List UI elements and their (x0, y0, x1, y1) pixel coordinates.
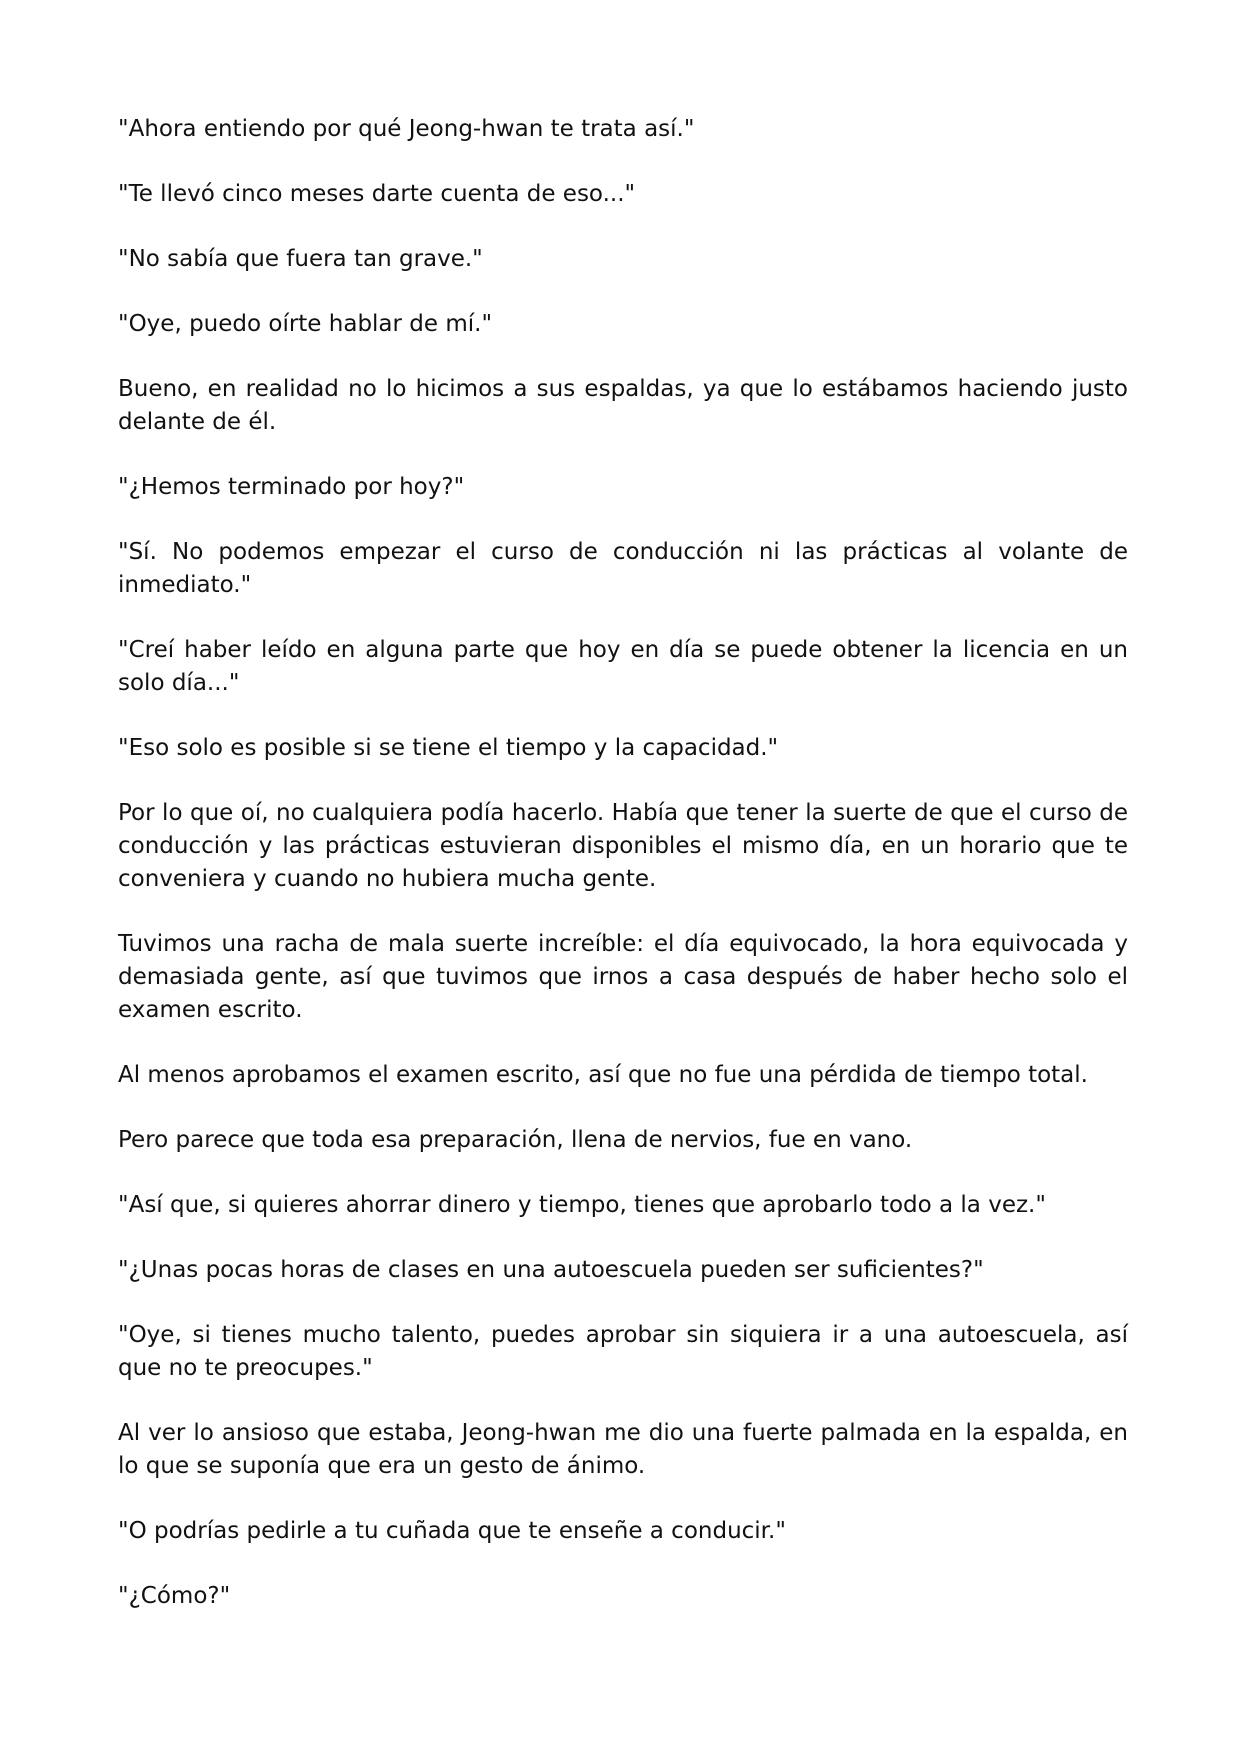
paragraph: "Te llevó cinco meses darte cuenta de eso..." (118, 181, 636, 207)
paragraph: "¿Unas pocas horas de clases en una autoescuela pueden ser suficientes?" (118, 1257, 984, 1283)
paragraph: "Oye, si tienes mucho talento, puedes aprobar sin siquiera ir a una autoescuela, así que no te preocupes." (118, 1322, 1128, 1381)
paragraph: "No sabía que fuera tan grave." (118, 246, 483, 272)
page-body-text (118, 113, 1128, 1613)
paragraph: "Oye, puedo oírte hablar de mí." (118, 311, 493, 337)
paragraph: "O podrías pedirle a tu cuñada que te enseñe a conducir." (118, 1518, 786, 1544)
paragraph: "¿Cómo?" (118, 1583, 231, 1609)
paragraph: "Así que, si quieres ahorrar dinero y tiempo, tienes que aprobarlo todo a la vez." (118, 1192, 1046, 1218)
paragraph: Tuvimos una racha de mala suerte increíble: el día equivocado, la hora equivocada y demasiada gente, así que tuvimos que irnos a casa después de haber hecho solo el examen escrito. (118, 931, 1128, 1023)
paragraph: "Sí. No podemos empezar el curso de conducción ni las prácticas al volante de inmediato." (118, 539, 1128, 598)
paragraph: Al menos aprobamos el examen escrito, así que no fue una pérdida de tiempo total. (118, 1062, 1088, 1088)
paragraph: Pero parece que toda esa preparación, llena de nervios, fue en vano. (118, 1127, 913, 1153)
paragraph: "Ahora entiendo por qué Jeong-hwan te trata así." (118, 116, 695, 142)
paragraph: Bueno, en realidad no lo hicimos a sus espaldas, ya que lo estábamos haciendo justo delante de él. (118, 376, 1128, 435)
paragraph: "Creí haber leído en alguna parte que hoy en día se puede obtener la licencia en un solo día..." (118, 637, 1128, 696)
paragraph: "Eso solo es posible si se tiene el tiempo y la capacidad." (118, 735, 779, 761)
paragraph: Al ver lo ansioso que estaba, Jeong-hwan me dio una fuerte palmada en la espalda, en lo que se suponía que era un gesto de ánimo. (118, 1420, 1128, 1479)
paragraph: "¿Hemos terminado por hoy?" (118, 474, 465, 500)
paragraph: Por lo que oí, no cualquiera podía hacerlo. Había que tener la suerte de que el curso de conducción y las prácticas estuvieran disponibles el mismo día, en un horario que te conveniera y cuando no hubiera mucha gente. (118, 800, 1128, 892)
